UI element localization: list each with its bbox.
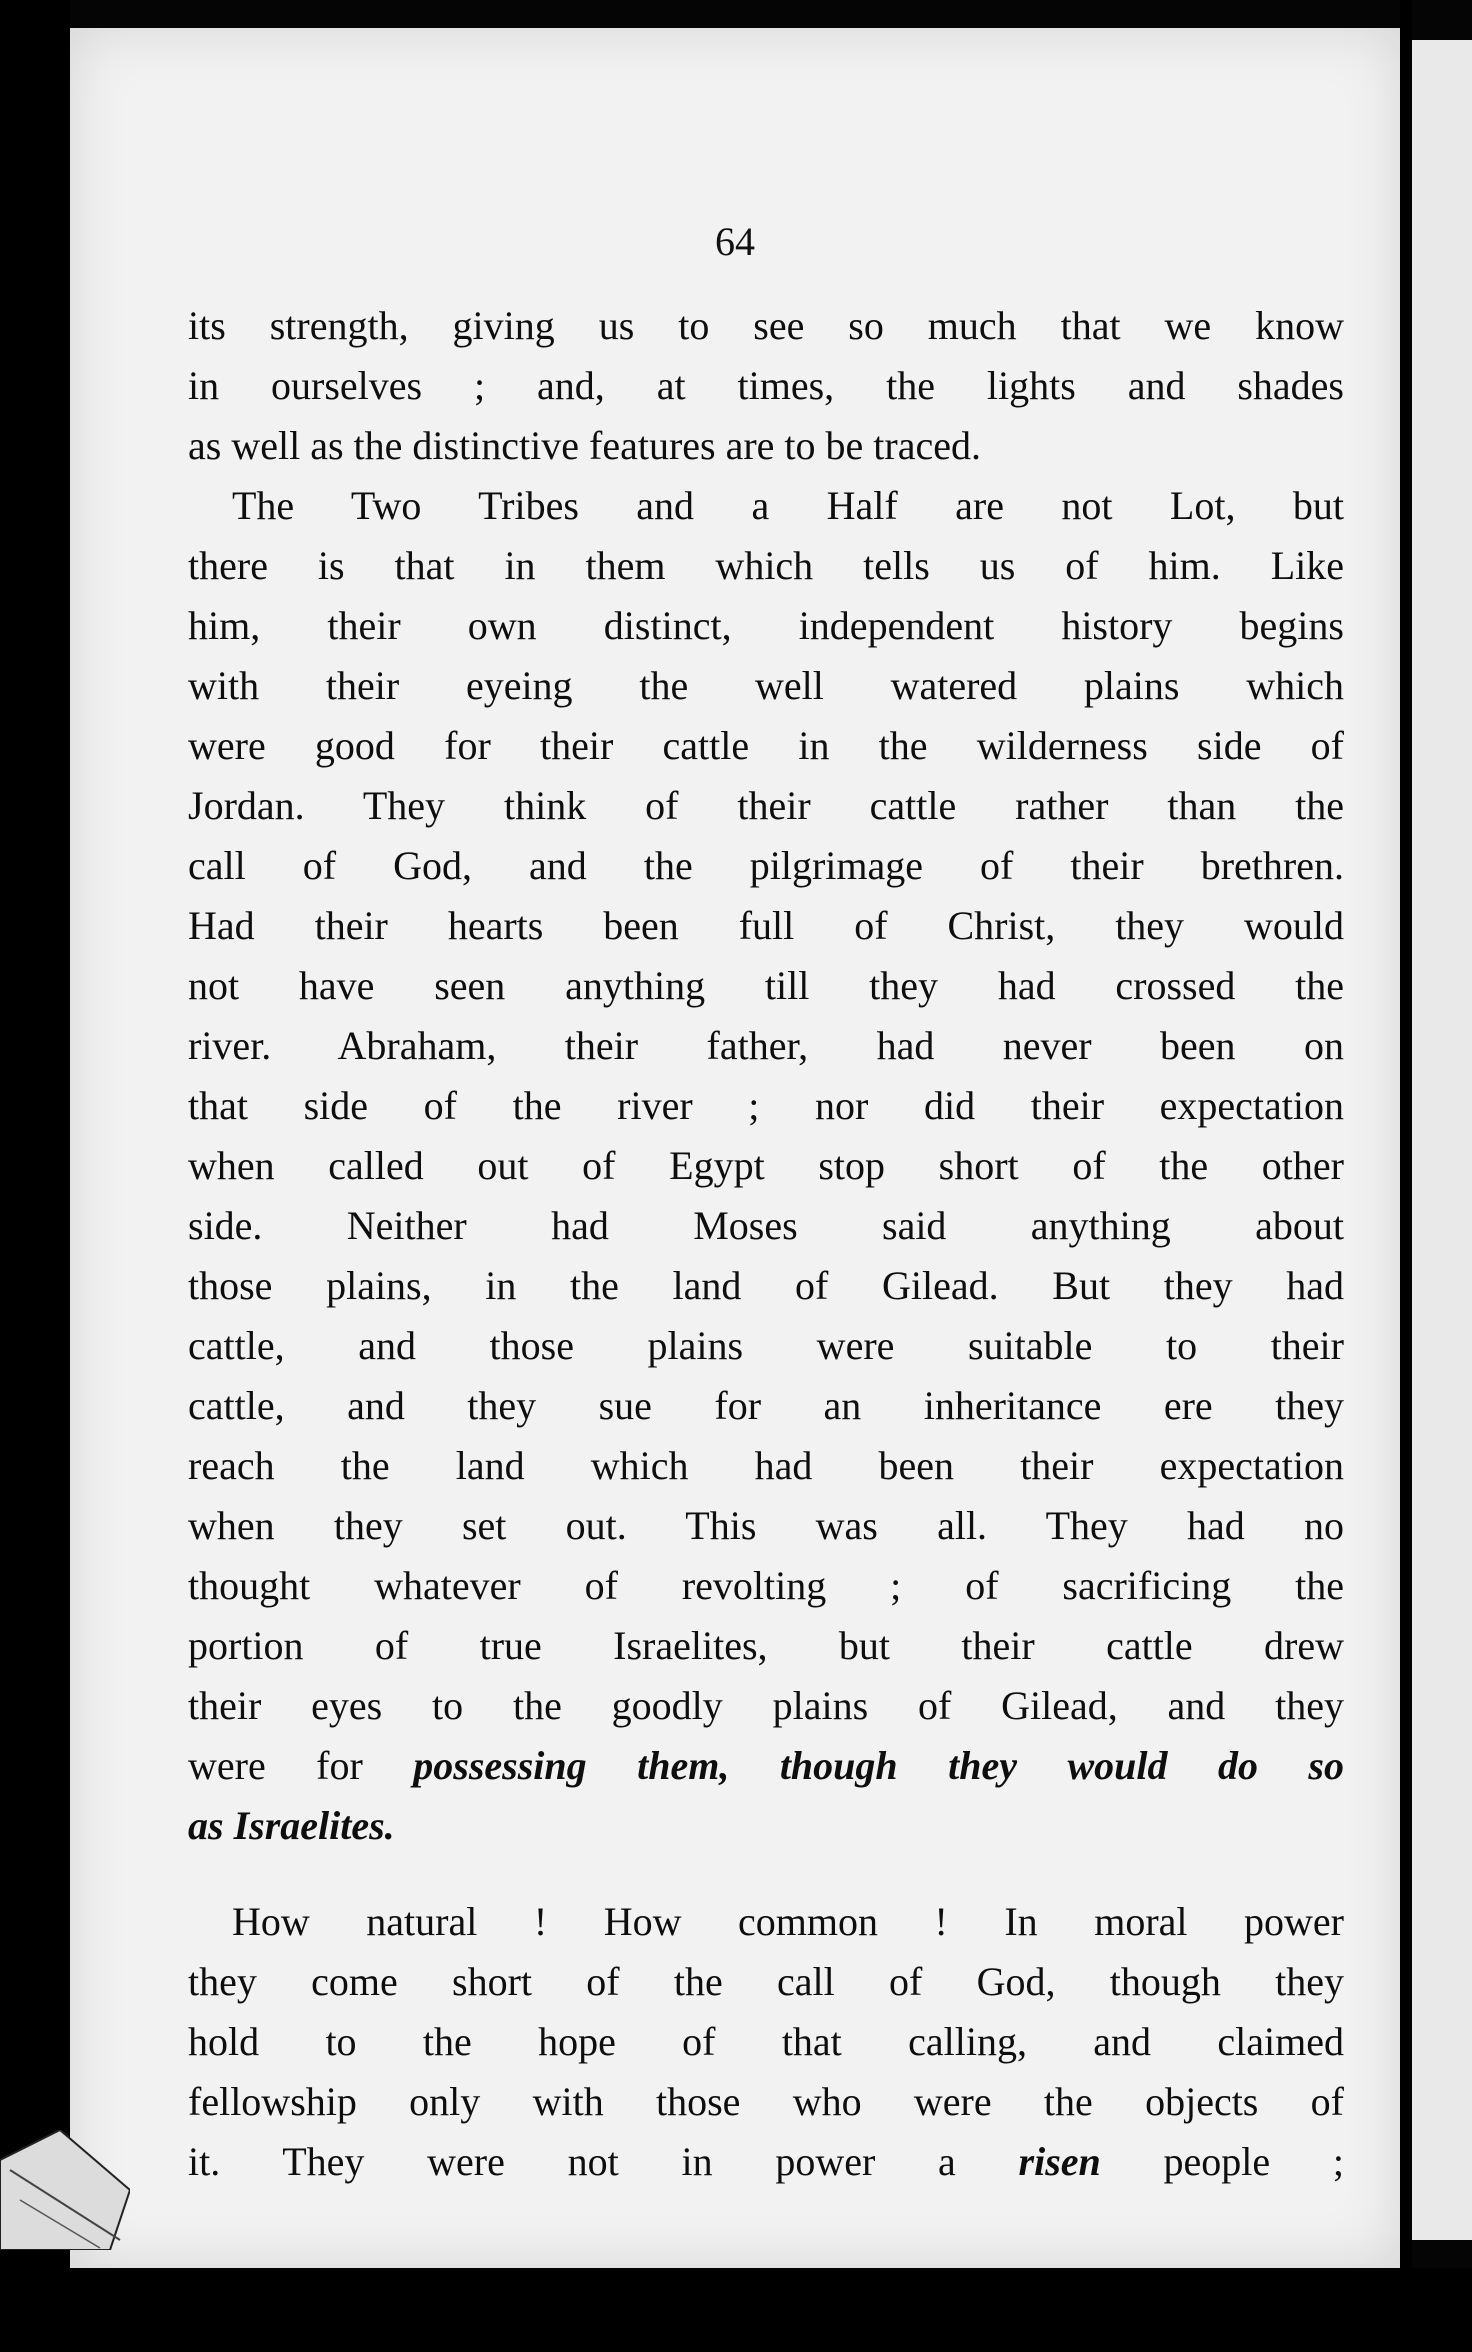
text-line: their eyes to the goodly plains of Gilead, and they (188, 1683, 1344, 1728)
text-line: in ourselves ; and, at times, the lights and shades (188, 363, 1344, 408)
text-line: not have seen anything till they had crossed the (188, 963, 1344, 1008)
text-line: hold to the hope of that calling, and claimed (188, 2019, 1344, 2064)
paragraph-gap (188, 1856, 1344, 1892)
text-run: people ; (1100, 2139, 1344, 2184)
text-line: as well as the distinctive features are to be traced. (188, 423, 981, 468)
text-line: fellowship only with those who were the objects of (188, 2079, 1344, 2124)
text-run: were for (188, 1743, 414, 1788)
text-line-mixed (188, 2132, 1344, 2192)
text-run: it. They were not in power a (188, 2139, 1019, 2184)
text-line-italic (188, 1796, 1344, 1856)
text-line: they come short of the call of God, though they (188, 1959, 1344, 2004)
adjacent-page-edge (1412, 40, 1472, 2240)
text-line: those plains, in the land of Gilead. But they had (188, 1263, 1344, 1308)
page-number: 64 (715, 219, 755, 264)
book-page (70, 28, 1400, 2268)
text-line: portion of true Israelites, but their cattle drew (188, 1623, 1344, 1668)
text-line: its strength, giving us to see so much that we know (188, 303, 1344, 348)
body-text (188, 296, 1344, 2192)
emphasis-text: possessing them, though they would do so (413, 1743, 1344, 1788)
text-line: call of God, and the pilgrimage of their brethren. (188, 843, 1344, 888)
torn-corner (0, 2130, 130, 2250)
emphasis-text: as Israelites. (188, 1803, 395, 1848)
text-line: river. Abraham, their father, had never been on (188, 1023, 1344, 1068)
page-gutter (1400, 0, 1412, 2352)
text-line: cattle, and they sue for an inheritance ere they (188, 1383, 1344, 1428)
scan-left-border (0, 0, 70, 2352)
text-line: with their eyeing the well watered plains which (188, 663, 1344, 708)
text-line: when they set out. This was all. They had no (188, 1503, 1344, 1548)
text-line: cattle, and those plains were suitable to their (188, 1323, 1344, 1368)
text-line: reach the land which had been their expectation (188, 1443, 1344, 1488)
text-line: The Two Tribes and a Half are not Lot, but (232, 483, 1344, 528)
text-line: him, their own distinct, independent history begins (188, 603, 1344, 648)
text-line: How natural ! How common ! In moral power (232, 1899, 1344, 1944)
text-line: there is that in them which tells us of him. Like (188, 543, 1344, 588)
text-line: that side of the river ; nor did their expectation (188, 1083, 1344, 1128)
text-line: Had their hearts been full of Christ, they would (188, 903, 1344, 948)
scan-bottom-border (0, 2268, 1472, 2352)
text-line-mixed (188, 1736, 1344, 1796)
text-line: thought whatever of revolting ; of sacrificing the (188, 1563, 1344, 1608)
text-line: were good for their cattle in the wilderness side of (188, 723, 1344, 768)
text-line: Jordan. They think of their cattle rather than the (188, 783, 1344, 828)
text-line: when called out of Egypt stop short of the other (188, 1143, 1344, 1188)
text-line: side. Neither had Moses said anything about (188, 1203, 1344, 1248)
emphasis-text: risen (1018, 2139, 1101, 2184)
